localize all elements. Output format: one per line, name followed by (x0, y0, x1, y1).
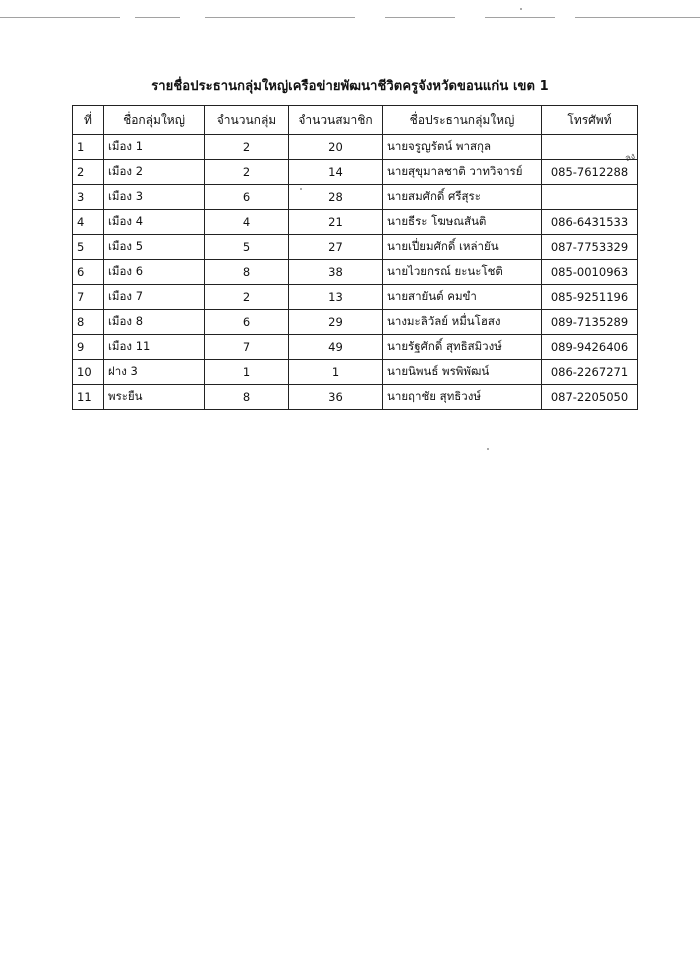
margin-handwritten-mark: ลง (623, 151, 637, 165)
cell-group-count: 6 (205, 185, 289, 210)
cell-group-count: 8 (205, 385, 289, 410)
cell-member-count: 1 (289, 360, 383, 385)
cell-group-name: เมือง 5 (104, 235, 205, 260)
cell-group-name: เมือง 3 (104, 185, 205, 210)
cell-chair-name: นายสุขุมาลชาติ วาทวิจารย์ (383, 160, 542, 185)
scan-speck (487, 448, 489, 450)
header-group-count: จำนวนกลุ่ม (205, 106, 289, 135)
cell-chair-name: นายจรูญรัตน์ พาสกุล (383, 135, 542, 160)
cell-group-name: เมือง 4 (104, 210, 205, 235)
scan-edge-line (385, 17, 455, 18)
table-row (73, 385, 638, 410)
table-row (73, 285, 638, 310)
cell-chair-name: นายธีระ โฆษณสันติ (383, 210, 542, 235)
table-row (73, 210, 638, 235)
cell-group-name: ฝาง 3 (104, 360, 205, 385)
cell-member-count: 38 (289, 260, 383, 285)
cell-group-count: 7 (205, 335, 289, 360)
cell-no: 1 (73, 135, 104, 160)
table-row (73, 185, 638, 210)
header-no: ที่ (73, 106, 104, 135)
cell-member-count: 14 (289, 160, 383, 185)
cell-member-count: 28 (289, 185, 383, 210)
cell-member-count: 20 (289, 135, 383, 160)
cell-no: 10 (73, 360, 104, 385)
cell-group-count: 1 (205, 360, 289, 385)
table-row (73, 235, 638, 260)
scan-edge-line (205, 17, 355, 18)
cell-member-count: 29 (289, 310, 383, 335)
cell-group-name: พระยืน (104, 385, 205, 410)
table-row (73, 260, 638, 285)
cell-no: 4 (73, 210, 104, 235)
cell-phone: 085-9251196 (542, 285, 638, 310)
table-header-row (73, 106, 638, 135)
cell-phone: 089-9426406 (542, 335, 638, 360)
cell-phone: 087-7753329 (542, 235, 638, 260)
cell-no: 3 (73, 185, 104, 210)
table-row (73, 335, 638, 360)
cell-group-count: 2 (205, 135, 289, 160)
cell-group-name: เมือง 1 (104, 135, 205, 160)
cell-no: 11 (73, 385, 104, 410)
cell-no: 7 (73, 285, 104, 310)
cell-phone: 086-2267271 (542, 360, 638, 385)
header-group-name: ชื่อกลุ่มใหญ่ (104, 106, 205, 135)
cell-group-name: เมือง 11 (104, 335, 205, 360)
cell-member-count: 36 (289, 385, 383, 410)
cell-group-count: 2 (205, 160, 289, 185)
cell-phone: 085-7612288 (542, 160, 638, 185)
cell-chair-name: นายรัฐศักดิ์ สุทธิสมิวงษ์ (383, 335, 542, 360)
cell-group-count: 8 (205, 260, 289, 285)
cell-no: 8 (73, 310, 104, 335)
cell-phone: 089-7135289 (542, 310, 638, 335)
cell-chair-name: นายเปี่ยมศักดิ์ เหล่ายัน (383, 235, 542, 260)
header-member-count: จำนวนสมาชิก (289, 106, 383, 135)
table-row (73, 135, 638, 160)
document-title: รายชื่อประธานกลุ่มใหญ่เครือข่ายพัฒนาชีวิตครูจังหวัดขอนแก่น เขต 1 (151, 79, 549, 94)
cell-phone: 085-0010963 (542, 260, 638, 285)
cell-member-count: 21 (289, 210, 383, 235)
scan-edge-line (135, 17, 180, 18)
cell-phone: 086-6431533 (542, 210, 638, 235)
cell-chair-name: นายนิพนธ์ พรพิพัฒน์ (383, 360, 542, 385)
cell-group-name: เมือง 7 (104, 285, 205, 310)
table-body (73, 135, 638, 410)
cell-group-count: 4 (205, 210, 289, 235)
cell-no: 6 (73, 260, 104, 285)
cell-chair-name: นายฤาชัย สุทธิวงษ์ (383, 385, 542, 410)
cell-no: 2 (73, 160, 104, 185)
cell-no: 9 (73, 335, 104, 360)
chair-roster-table (72, 105, 638, 410)
cell-phone (542, 135, 638, 160)
scan-speck (520, 8, 522, 10)
table-row (73, 360, 638, 385)
cell-chair-name: นายสายันต์ คมขำ (383, 285, 542, 310)
cell-chair-name: นายไวยกรณ์ ยะนะโชติ (383, 260, 542, 285)
cell-phone (542, 185, 638, 210)
cell-no: 5 (73, 235, 104, 260)
cell-group-name: เมือง 6 (104, 260, 205, 285)
cell-chair-name: นายสมศักดิ์ ศรีสุระ (383, 185, 542, 210)
cell-group-name: เมือง 2 (104, 160, 205, 185)
header-phone: โทรศัพท์ (542, 106, 638, 135)
cell-phone: 087-2205050 (542, 385, 638, 410)
table-row (73, 160, 638, 185)
scan-edge-line (0, 17, 120, 18)
table-row (73, 310, 638, 335)
cell-member-count: 13 (289, 285, 383, 310)
cell-group-name: เมือง 8 (104, 310, 205, 335)
cell-group-count: 6 (205, 310, 289, 335)
cell-member-count: 49 (289, 335, 383, 360)
scan-edge-line (485, 17, 555, 18)
cell-group-count: 2 (205, 285, 289, 310)
cell-member-count: 27 (289, 235, 383, 260)
cell-group-count: 5 (205, 235, 289, 260)
header-chair-name: ชื่อประธานกลุ่มใหญ่ (383, 106, 542, 135)
scan-edge-line (575, 17, 700, 18)
cell-chair-name: นางมะลิวัลย์ หมื่นโฮสง (383, 310, 542, 335)
